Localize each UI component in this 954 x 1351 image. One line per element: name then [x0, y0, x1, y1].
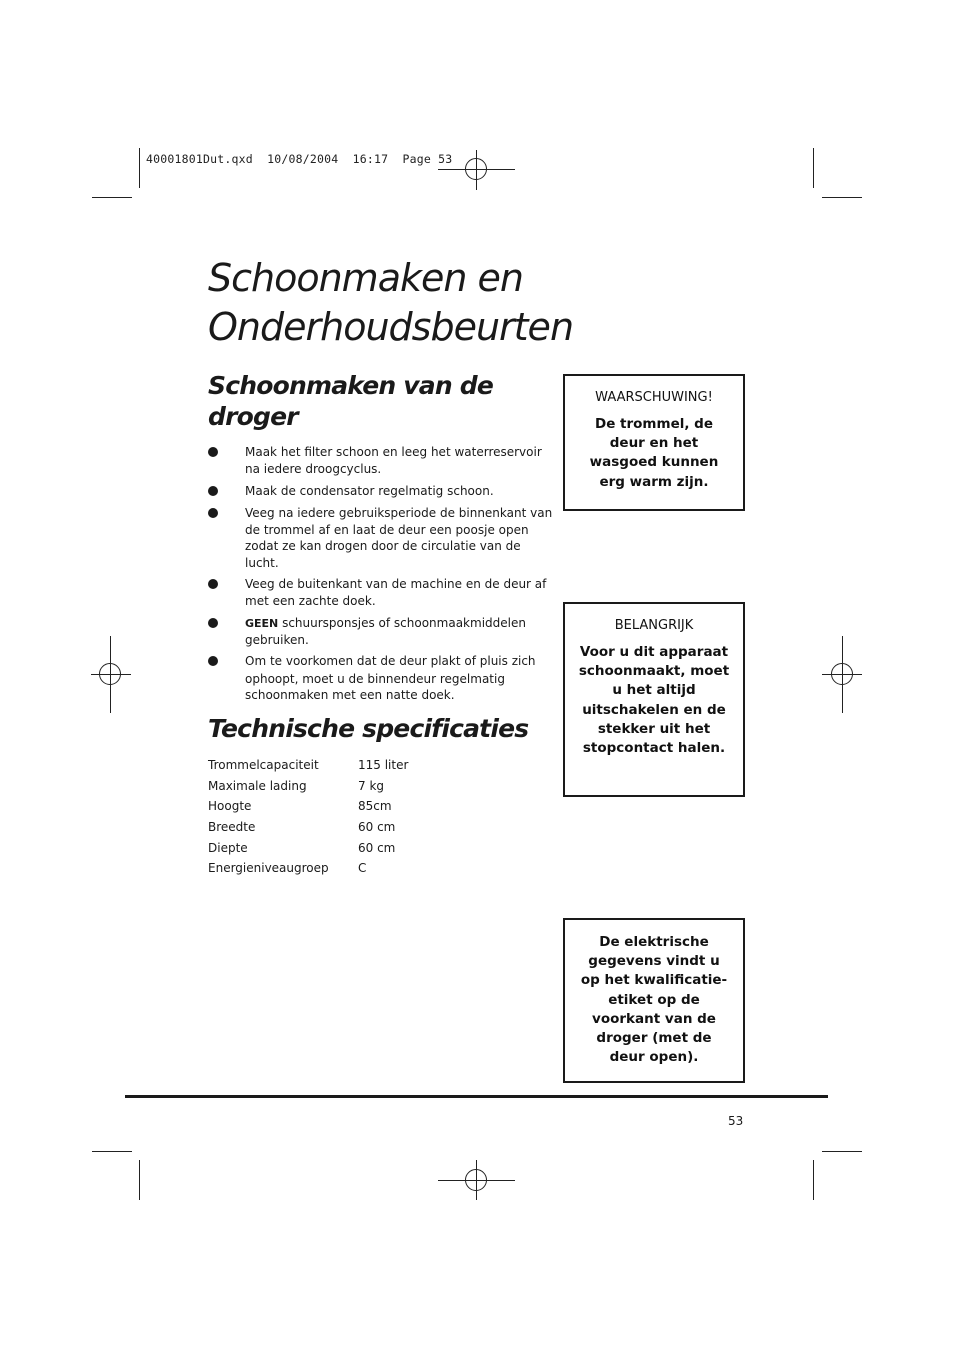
electric-info-text: De elektrische gegevens vindt u op het kwalificatie-etiket op de voorkant van de droger (met de deur open).: [580, 934, 728, 1066]
bullet-icon: [208, 656, 218, 666]
spec-value: 7 kg: [358, 778, 385, 793]
footer-rule: [125, 1095, 828, 1098]
list-item: [208, 576, 553, 610]
spec-value: 115 liter: [358, 758, 409, 773]
page-number: 53: [728, 1114, 744, 1128]
bullet-icon: [208, 579, 218, 589]
page-title: [208, 254, 573, 352]
table-row: [208, 817, 408, 838]
table-row: [208, 776, 408, 797]
spec-value: 60 cm: [358, 840, 396, 855]
page-title-line-2: Onderhoudsbeurten: [208, 305, 574, 349]
spec-label: Breedte: [208, 820, 256, 835]
important-heading: BELANGRIJK: [614, 618, 694, 633]
bullet-icon: [208, 486, 218, 496]
warning-box: [563, 374, 745, 511]
spec-label: Hoogte: [208, 799, 252, 814]
list-item-text: Veeg na iedere gebruiksperiode de binnenkant van de trommel af en laat de deur een poosje open zodat ze kan drogen door de circulatie van de lucht.: [245, 505, 553, 570]
specs-heading: Technische specificaties: [208, 714, 529, 743]
spec-value: 60 cm: [358, 820, 396, 835]
table-row: [208, 837, 408, 858]
list-item-text: Maak de condensator regelmatig schoon.: [245, 483, 494, 498]
list-item: [208, 615, 553, 649]
important-box: [563, 602, 745, 797]
list-item-strong: GEEN: [245, 616, 279, 630]
specs-table: [208, 755, 408, 879]
warning-heading: WAARSCHUWING!: [595, 390, 713, 405]
list-item: [208, 444, 553, 478]
list-item-text: Om te voorkomen dat de deur plakt of pluis zich ophoopt, moet u de binnendeur regelmatig schoonmaken met een natte doek.: [245, 654, 536, 702]
warning-text: De trommel, de deur en het wasgoed kunnen erg warm zijn.: [589, 416, 719, 490]
bullet-icon: [208, 447, 218, 457]
spec-label: Maximale lading: [208, 778, 307, 793]
list-item: [208, 653, 553, 703]
bullet-icon: [208, 618, 218, 628]
spec-value: C: [358, 861, 367, 876]
cleaning-heading-line-1: Schoonmaken van de: [208, 371, 494, 400]
list-item-text: schuursponsjes of schoonmaakmiddelen gebruiken.: [245, 615, 526, 647]
cleaning-list: [208, 444, 553, 708]
list-item: [208, 505, 553, 571]
list-item: [208, 483, 553, 500]
bullet-icon: [208, 508, 218, 518]
table-row: [208, 755, 408, 776]
file-slug: 40001801Dut.qxd 10/08/2004 16:17 Page 53: [146, 152, 453, 166]
cleaning-heading-line-2: droger: [208, 402, 298, 431]
spec-label: Energieniveaugroep: [208, 861, 329, 876]
spec-label: Trommelcapaciteit: [208, 758, 319, 773]
spec-value: 85cm: [358, 799, 392, 814]
spec-label: Diepte: [208, 840, 248, 855]
table-row: [208, 796, 408, 817]
electric-info-box: [563, 918, 745, 1083]
table-row: [208, 858, 408, 879]
important-text: Voor u dit apparaat schoonmaakt, moet u het altijd uitschakelen en de stekker uit het stopcontact halen.: [578, 644, 730, 757]
list-item-text: Maak het filter schoon en leeg het waterreservoir na iedere droogcyclus.: [245, 445, 542, 477]
list-item-text: Veeg de buitenkant van de machine en de deur af met een zachte doek.: [245, 577, 547, 609]
cleaning-heading: [208, 370, 493, 432]
page-title-line-1: Schoonmaken en: [208, 256, 523, 300]
